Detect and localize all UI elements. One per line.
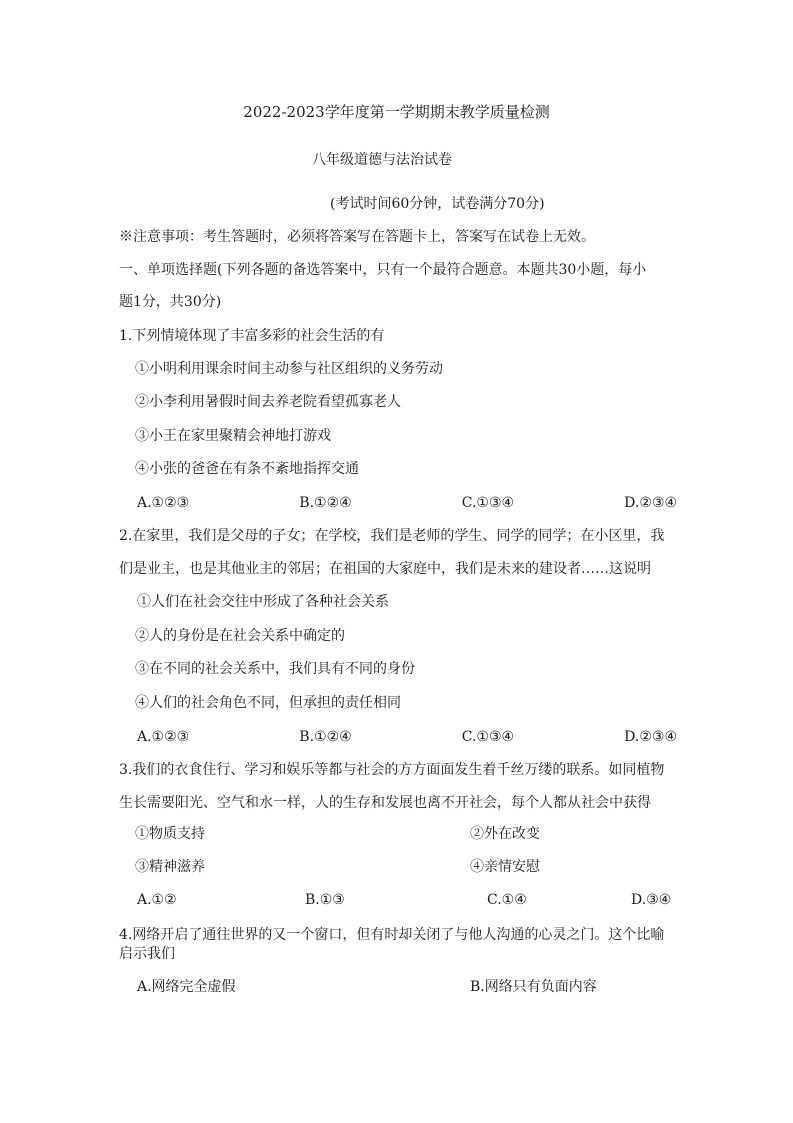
question-4-stem-line2: 启示我们: [119, 946, 175, 962]
question-2-statement-1: ①人们在社会交往中形成了各种社会关系: [137, 594, 389, 610]
question-4-option-b: B.网络只有负面内容: [470, 979, 597, 995]
notice: ※注意事项：考生答题时，必须将答案写在答题卡上，答案写在试卷上无效。: [119, 229, 595, 245]
question-1-statement-2: ②小李利用暑假时间去养老院看望孤寡老人: [135, 394, 401, 410]
question-3-option-b: B.①③: [305, 892, 345, 908]
question-2-statement-4: ④人们的社会角色不同，但承担的责任相同: [135, 695, 401, 711]
section-title-line2: 题1分，共30分): [119, 294, 222, 310]
question-3-statement-2: ②外在改变: [470, 826, 540, 842]
question-1-option-a: A.①②③: [137, 495, 190, 511]
question-3-option-a: A.①②: [137, 892, 177, 908]
exam-subtitle: 八年级道德与法治试卷: [312, 152, 452, 168]
question-3-stem-line2: 生长需要阳光、空气和水一样，人的生存和发展也离不开社会，每个人都从社会中获得: [119, 795, 651, 811]
question-1-statement-3: ③小王在家里聚精会神地打游戏: [135, 428, 331, 444]
question-3-option-c: C.①④: [487, 892, 527, 908]
question-1-stem: 1.下列情境体现了丰富多彩的社会生活的有: [119, 328, 385, 344]
question-3-stem-line1: 3.我们的衣食住行、学习和娱乐等都与社会的方方面面发生着千丝万缕的联系。如同植物: [119, 762, 665, 778]
exam-info: (考试时间60分钟，试卷满分70分): [330, 196, 545, 212]
question-1-statement-4: ④小张的爸爸在有条不紊地指挥交通: [135, 461, 359, 477]
question-1-options: [137, 494, 677, 512]
question-4-option-a: A.网络完全虚假: [137, 979, 236, 995]
question-1-option-d: D.②③④: [624, 495, 677, 511]
question-2-option-b: B.①②④: [299, 729, 352, 745]
question-3-statement-3: ③精神滋养: [135, 859, 205, 875]
question-2-option-c: C.①③④: [461, 729, 515, 745]
question-1-option-c: C.①③④: [461, 495, 515, 511]
question-2-option-a: A.①②③: [137, 729, 190, 745]
question-3-option-d: D.③④: [631, 892, 672, 908]
exam-title: 2022-2023学年度第一学期期末教学质量检测: [243, 103, 550, 121]
question-2-stem-line1: 2.在家里，我们是父母的子女；在学校，我们是老师的学生、同学的同学；在小区里，我: [119, 528, 665, 544]
question-4-options: [137, 978, 677, 996]
question-1-option-b: B.①②④: [299, 495, 352, 511]
question-4-stem-line1: 4.网络开启了通往世界的又一个窗口，但有时却关闭了与他人沟通的心灵之门。这个比喻: [119, 927, 665, 943]
question-3-statement-1: ①物质支持: [135, 826, 205, 842]
question-2-statement-2: ②人的身份是在社会关系中确定的: [135, 628, 345, 644]
question-2-stem-line2: 们是业主，也是其他业主的邻居；在祖国的大家庭中，我们是未来的建设者……这说明: [119, 561, 651, 577]
section-title-line1: 一、单项选择题(下列各题的备选答案中，只有一个最符合题意。本题共30小题，每小: [119, 262, 647, 278]
question-1-statement-1: ①小明利用课余时间主动参与社区组织的义务劳动: [135, 361, 443, 377]
question-2-options: [137, 728, 677, 746]
question-3-statement-4: ④亲情安慰: [470, 859, 540, 875]
question-2-option-d: D.②③④: [624, 729, 677, 745]
question-2-statement-3: ③在不同的社会关系中，我们具有不同的身份: [135, 661, 415, 677]
question-3-options: [137, 891, 677, 909]
